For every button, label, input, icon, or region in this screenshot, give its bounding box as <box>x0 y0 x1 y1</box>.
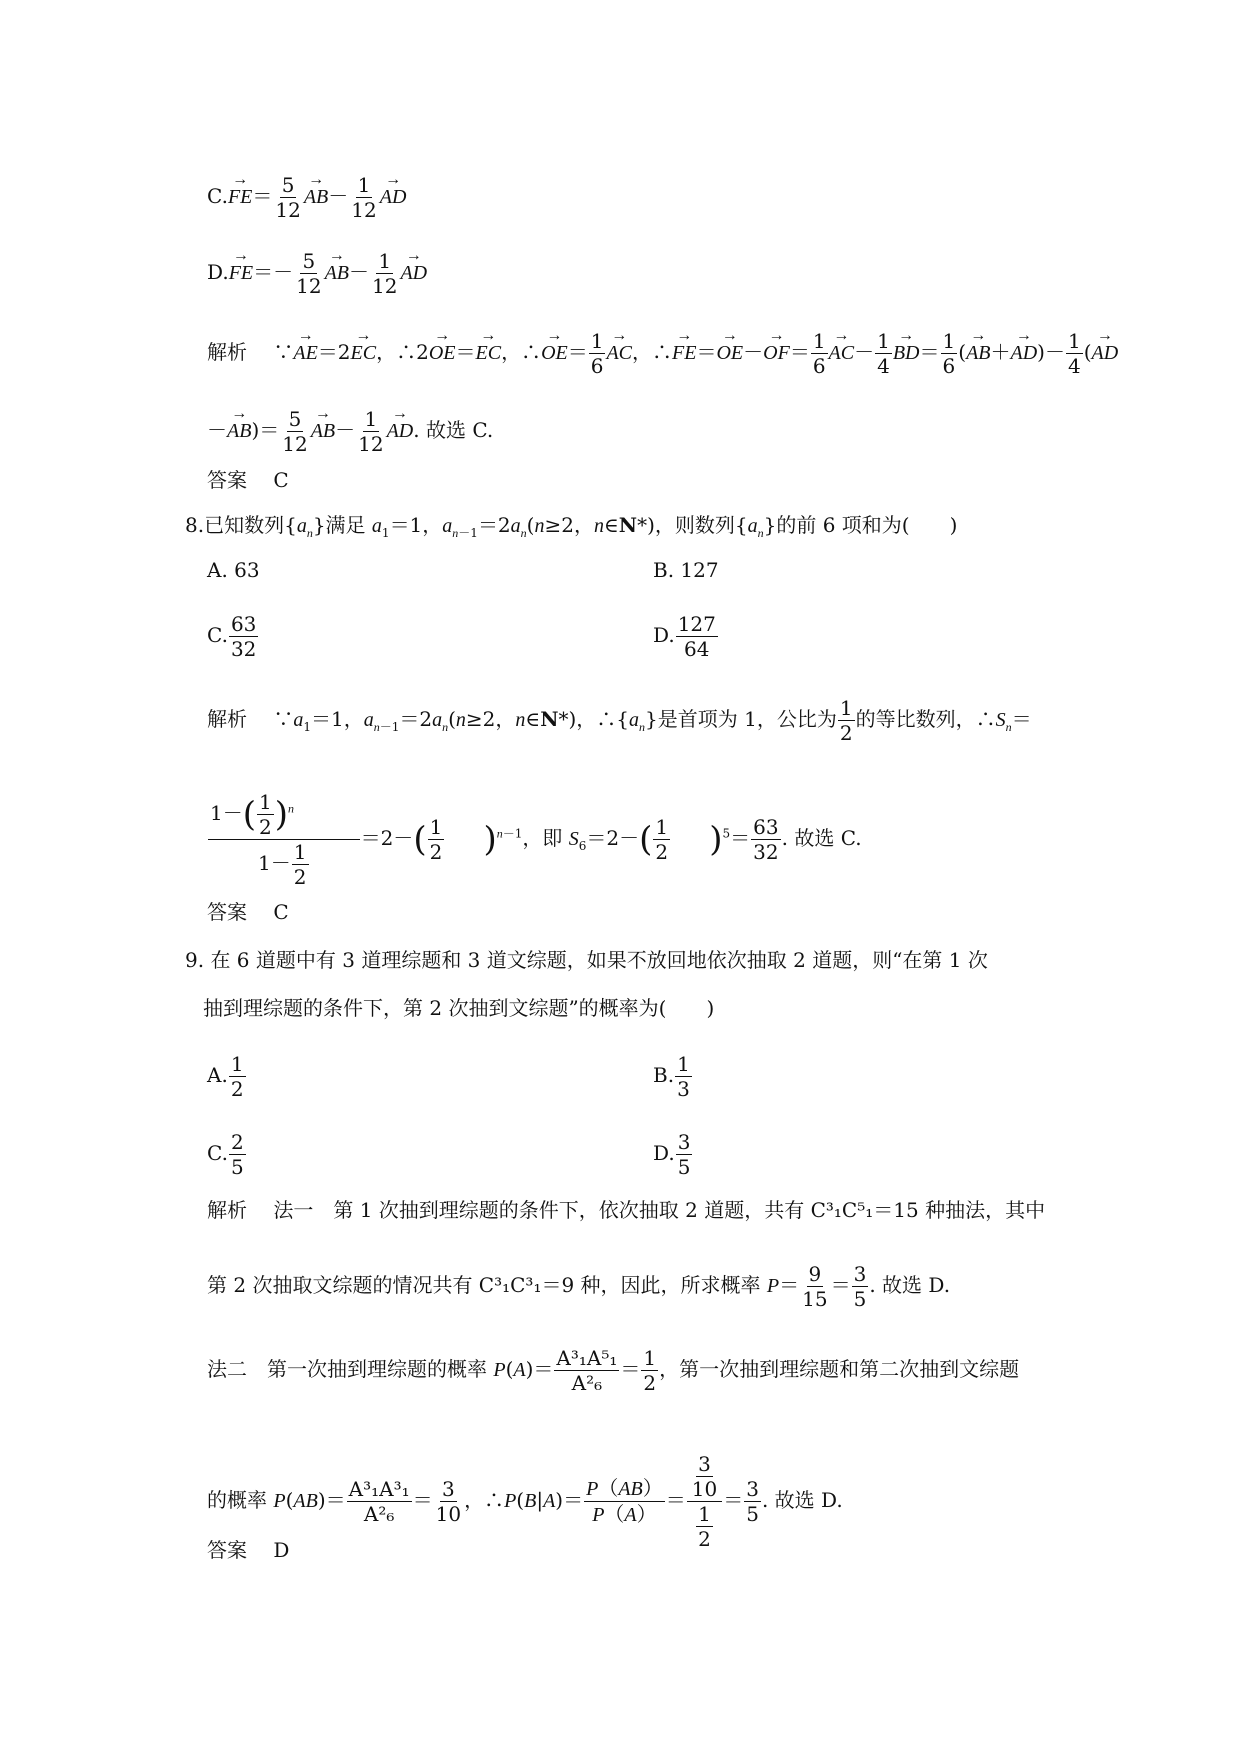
q7-option-d: D.→ FE＝－ $\frac{5}{12}$ → AB－ $\frac{1}{12}$ → AD <box>207 249 427 298</box>
q8-explanation-line1: 解析 $\because a_1=1$，$a_{n-1}=2a_n(n\ge 2$，n∈N*)，$\therefore\{a_n\}$是首项为 1，公比为 $\frac{1}{2}$ 的等比数列，$\therefore S_n=$ <box>207 696 1032 745</box>
q8-stem: 8.已知数列$\{a_n\}$满足 $a_1=1$，$a_{n-1}=2a_n(n\ge 2$，n∈N*)，则数列$\{a_n\}$的前 6 项和为( ) <box>185 513 958 540</box>
q8-option-b: B. 127 <box>653 558 719 582</box>
q7-option-c: C.→ FE＝ $\frac{5}{12}$ → AB－ $\frac{1}{12}$ → AD <box>207 173 406 222</box>
q8-explanation-line2: 1－( $\frac{1}{2}$ )$^n$ 1－ $\frac{1}{2}$ ＝2－( $\frac{1}{2}$ )$^{n-1}$，即 $S_6=2-$( $\frac{1}{2}$ )$^5$＝ $\frac{63}{32}$ . 故选 C. <box>210 790 862 889</box>
q7-answer: 答案 C <box>207 468 289 492</box>
q8-answer: 答案 C <box>207 900 289 924</box>
q9-stem-line1: 9. 在 6 道题中有 3 道理综题和 3 道文综题，如果不放回地依次抽取 2 道题，则“在第 1 次 <box>185 948 988 972</box>
q7-explanation-line2: －→ AB)＝ $\frac{5}{12}$ → AB－ $\frac{1}{12}$ → AD. 故选 C. <box>207 407 493 456</box>
q9-option-d: D. $\frac{3}{5}$ <box>653 1130 691 1179</box>
q7-explanation-line1: 解析 ∵→ AE＝2→ EC，∴2→ OE＝→ EC，∴→ OE＝ $\frac{1}{6}$ → AC，∴→ FE＝→ OE－→ OF＝ $\frac{1}{6}$ → AC－ $\frac{1}{4}$ → BD＝ $\frac{1}{6}$ (→ AB＋→ AD)－ $\frac{1}{4}$ (→ AD <box>207 329 1118 378</box>
q9-explanation-line1: 解析 法一 第 1 次抽到理综题的条件下，依次抽取 2 道题，共有 C³₁C⁵₁＝15 种抽法，其中 <box>207 1198 1046 1222</box>
q9-option-c: C. $\frac{2}{5}$ <box>207 1130 244 1179</box>
q8-option-d: D. $\frac{127}{64}$ <box>653 612 716 661</box>
q9-stem-line2: 抽到理综题的条件下，第 2 次抽到文综题”的概率为( ) <box>203 996 715 1020</box>
q8-option-c: C. $\frac{63}{32}$ <box>207 612 257 661</box>
q9-method2-line2: 的概率 P(AB)＝ $\frac{\text{A³₁A³₁}}{\text{A²₆}}$ ＝ $\frac{3}{10}$ ，∴P(B|A)＝ $\frac{P(AB)}{P(A)}$ ＝ $\frac{\frac{3}{10}}{\frac{1}{2}}$ ＝ $\frac{3}{5}$ . 故选 D. <box>207 1452 843 1551</box>
q9-answer: 答案 D <box>207 1538 290 1562</box>
q9-option-b: B. $\frac{1}{3}$ <box>653 1052 690 1101</box>
q9-explanation-line2: 第 2 次抽取文综题的情况共有 C³₁C³₁＝9 种，因此，所求概率 P＝ $\frac{9}{15}$ ＝ $\frac{3}{5}$ . 故选 D. <box>207 1262 951 1311</box>
q9-method2-line1: 法二 第一次抽到理综题的概率 P(A)＝ $\frac{\text{A³₁A⁵₁}}{\text{A²₆}}$ ＝ $\frac{1}{2}$ ，第一次抽到理综题和第二次抽到文综题 <box>207 1346 1020 1395</box>
q9-option-a: A. $\frac{1}{2}$ <box>207 1052 244 1101</box>
q8-option-a: A. 63 <box>207 558 260 582</box>
